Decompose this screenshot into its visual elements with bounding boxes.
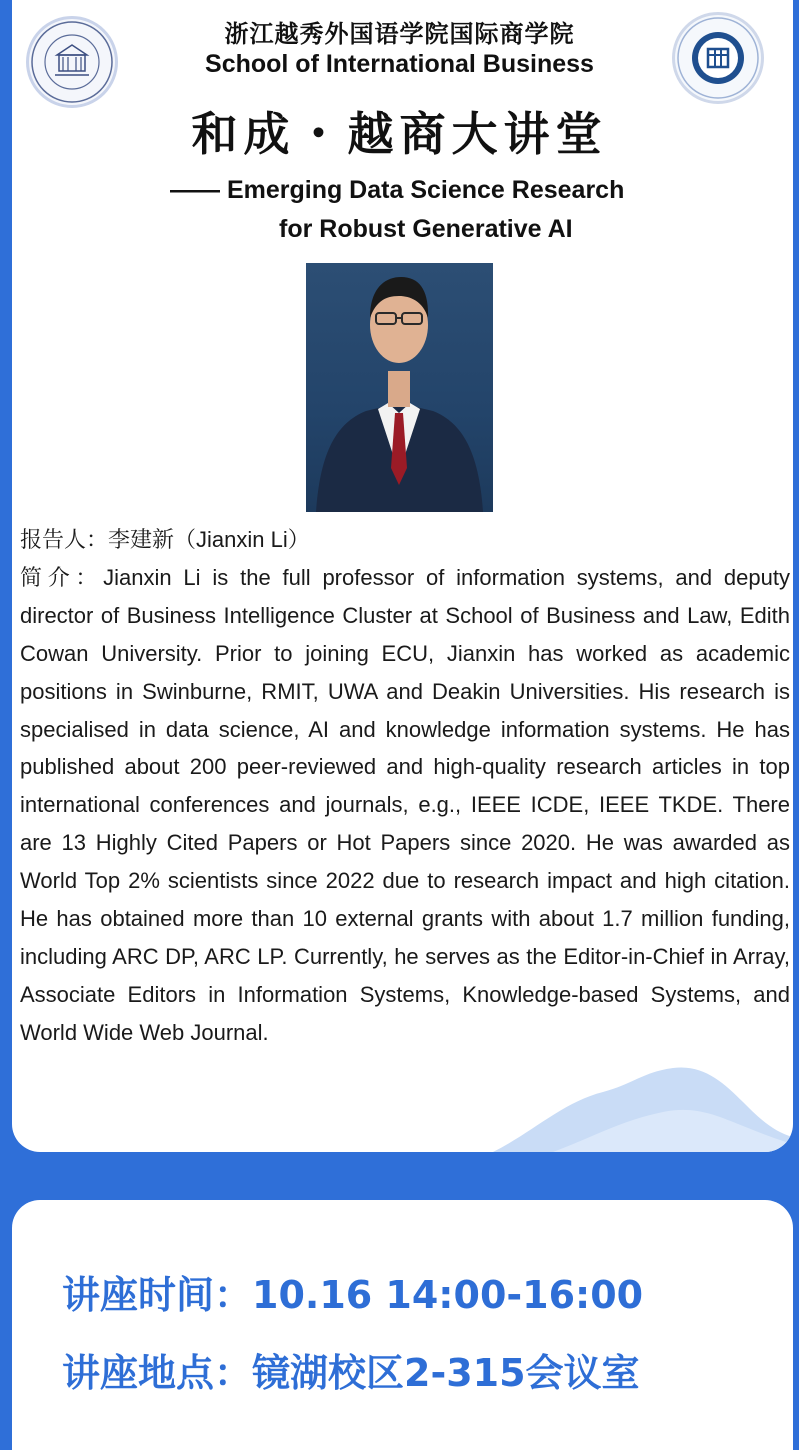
forum-title: 和成・越商大讲堂 [191, 107, 608, 161]
event-info-card [12, 1200, 793, 1450]
event-location: 讲座地点：镜湖校区2-315会议室 [62, 1351, 640, 1395]
talk-title-line-1: —— Emerging Data Science Research [170, 176, 625, 204]
school-name-en: School of International Business [205, 50, 594, 78]
speaker-label: 报告人：李建新（Jianxin Li） [20, 527, 310, 552]
speaker-section [20, 521, 790, 1052]
school-name-cn: 浙江越秀外国语学院国际商学院 [224, 20, 575, 48]
speaker-bio: 简介：Jianxin Li is the full professor of information systems, and deputy director of Business Intelligence Cluster at School of Business and Law, Edith Cowan University. Prior to joining ECU, Jianxin has worked as academic positions in Swinburne, RMIT, UWA and Deakin Universities. His research is specialised in data science, AI and knowledge information systems. He has published about 200 peer-reviewed and high-quality research articles in top international conferences and journals, e.g., IEEE ICDE, IEEE TKDE. There are 13 Highly Cited Papers or Hot Papers since 2020. He was awarded as World Top 2% scientists since 2022 due to research impact and high citation. He has obtained more than 10 external grants with about 1.7 million funding, including ARC DP, ARC LP. Currently, he serves as the Editor-in-Chief in Array, Associate Editors in Information Systems, Knowledge-based Systems, and World Wide Web Journal. [20, 564, 790, 1045]
talk-title-line-2: for Robust Generative AI [279, 215, 573, 243]
decorative-wave [493, 1062, 793, 1152]
speaker-photo [306, 263, 493, 512]
event-time: 讲座时间：10.16 14:00-16:00 [62, 1273, 644, 1317]
